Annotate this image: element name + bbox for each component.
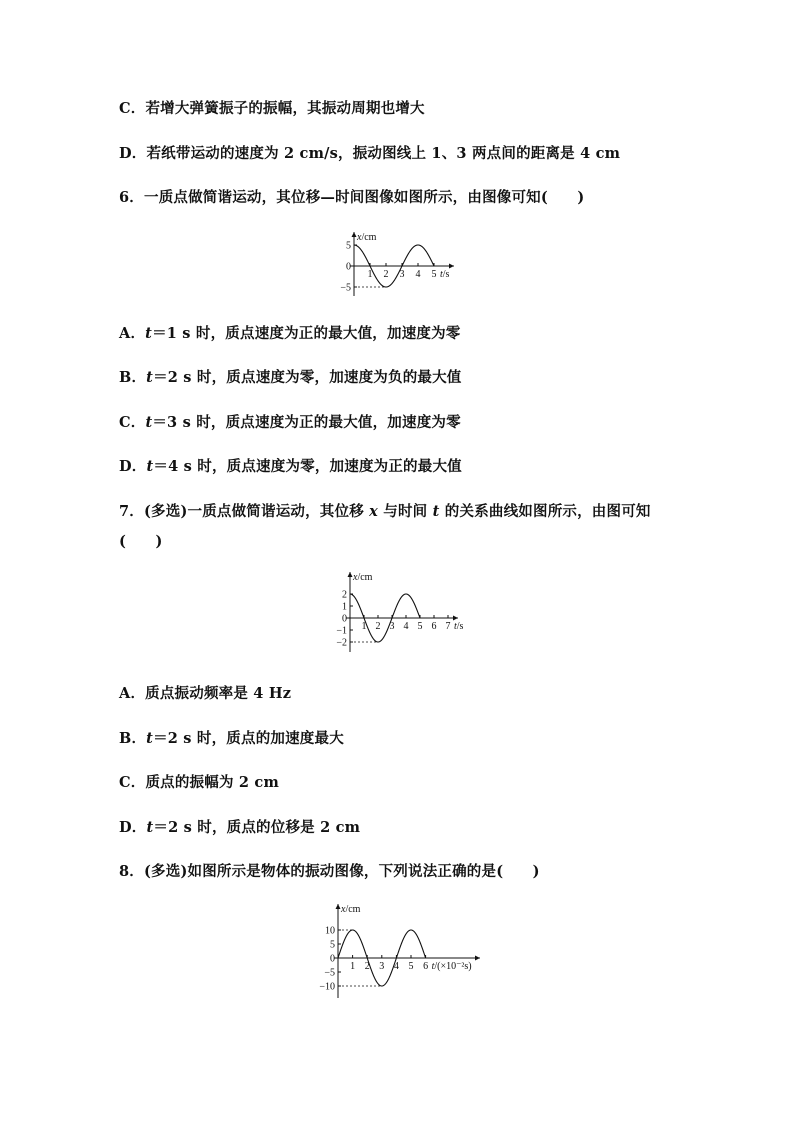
y-axis-arrow: [348, 572, 353, 577]
question-6: 6．一质点做简谐运动，其位移—时间图像如图所示，由图像可知( ): [119, 189, 585, 206]
y-axis-arrow: [336, 904, 341, 909]
x-tick-label: 6: [423, 961, 429, 972]
option-d-q5: D．若纸带运动的速度为 2 cm/s，振动图线上 1、3 两点间的距离是 4 cm: [119, 145, 621, 162]
x-tick-label: 3: [389, 621, 395, 632]
x-tick-label: 5: [408, 961, 414, 972]
y-tick-label: −5: [324, 967, 335, 979]
question-8: 8．(多选)如图所示是物体的振动图像，下列说法正确的是( ): [119, 863, 540, 880]
y-tick-label: −5: [340, 282, 351, 294]
option-a-q6: A．t＝1 s 时，质点速度为正的最大值，加速度为零: [119, 325, 461, 342]
x-tick-label: 2: [383, 269, 389, 280]
y-tick-label: 5: [346, 240, 351, 252]
x-tick-label: 2: [364, 961, 370, 972]
y-tick-label: −10: [319, 981, 335, 993]
x-tick-label: 1: [361, 621, 367, 632]
y-tick-label: 5: [330, 939, 335, 951]
y-axis-label: x/cm: [353, 572, 373, 583]
x-axis-label: t/s: [440, 269, 450, 280]
x-tick-label: 3: [399, 269, 405, 280]
x-tick-label: 4: [403, 621, 409, 632]
y-tick-label: −2: [336, 637, 347, 649]
x-tick-label: 5: [431, 269, 437, 280]
y-tick-label: 10: [325, 925, 335, 937]
x-axis-label: t/s: [454, 621, 464, 632]
x-tick-label: 4: [415, 269, 421, 280]
y-tick-label: 2: [342, 589, 347, 601]
chart-q6: [334, 228, 464, 300]
x-axis-label: t/(×10⁻²s): [431, 961, 472, 972]
x-tick-label: 7: [445, 621, 451, 632]
option-d-q6: D．t＝4 s 时，质点速度为零，加速度为正的最大值: [119, 458, 462, 475]
y-axis-arrow: [352, 232, 357, 237]
option-d-q7: D．t＝2 s 时，质点的位移是 2 cm: [119, 819, 361, 836]
y-tick-label: 0: [346, 261, 351, 273]
chart-q8: [308, 900, 488, 1000]
question-7-paren: ( ): [119, 533, 163, 550]
chart-q7: [332, 566, 472, 658]
option-c-q6: C．t＝3 s 时，质点速度为正的最大值，加速度为零: [119, 414, 461, 431]
x-tick-label: 6: [431, 621, 437, 632]
option-c-q7: C．质点的振幅为 2 cm: [119, 774, 279, 791]
x-tick-label: 1: [350, 961, 356, 972]
y-tick-label: 1: [342, 601, 347, 613]
y-axis-label: x/cm: [357, 232, 377, 243]
y-axis-label: x/cm: [341, 904, 361, 915]
x-axis-arrow: [475, 956, 480, 961]
option-a-q7: A．质点振动频率是 4 Hz: [119, 685, 292, 702]
option-c-q5: C．若增大弹簧振子的振幅，其振动周期也增大: [119, 100, 425, 117]
question-7: 7．(多选)一质点做简谐运动，其位移 x 与时间 t 的关系曲线如图所示，由图可知: [119, 503, 651, 520]
x-tick-label: 2: [375, 621, 381, 632]
x-axis-arrow: [453, 616, 458, 621]
x-tick-label: 5: [417, 621, 423, 632]
x-tick-label: 1: [367, 269, 373, 280]
x-tick-label: 3: [379, 961, 385, 972]
y-tick-label: 0: [330, 953, 335, 965]
option-b-q7: B．t＝2 s 时，质点的加速度最大: [119, 730, 344, 747]
x-axis-arrow: [449, 264, 454, 269]
y-tick-label: −1: [336, 625, 347, 637]
y-tick-label: 0: [342, 613, 347, 625]
x-tick-label: 4: [393, 961, 399, 972]
option-b-q6: B．t＝2 s 时，质点速度为零，加速度为负的最大值: [119, 369, 462, 386]
